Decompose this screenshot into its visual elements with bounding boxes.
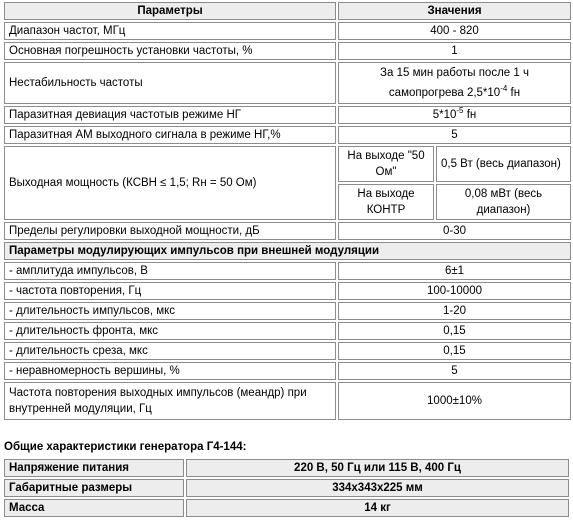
section-title-modulation: Параметры модулирующих импульсов при внешней модуляции <box>4 242 571 260</box>
row-value: 5 <box>338 362 571 380</box>
row-param: - амплитуда импульсов, В <box>4 262 336 280</box>
value-unit: fн <box>507 87 521 99</box>
table-row <box>4 479 569 497</box>
table-row <box>4 62 571 104</box>
value-base: 5*10 <box>432 109 457 121</box>
table-row <box>4 499 569 517</box>
row-value: 334x343x225 мм <box>186 479 569 497</box>
table-row <box>4 222 571 240</box>
row-value: 14 кг <box>186 499 569 517</box>
row-param: - неравномерность вершины, % <box>4 362 336 380</box>
row-param: Основная погрешность установки частоты, % <box>4 42 336 60</box>
table-row <box>4 262 571 280</box>
row-value: 1-20 <box>338 302 571 320</box>
row-value: 220 В, 50 Гц или 115 В, 400 Гц <box>186 459 569 477</box>
table-row <box>4 362 571 380</box>
sub-value: 0,08 мВт (весь диапазон) <box>436 184 571 220</box>
row-param: Габаритные размеры <box>4 479 184 497</box>
section-row <box>4 242 571 260</box>
value-line1: За 15 мин работы после 1 ч <box>380 67 529 79</box>
row-param: - длительность среза, мкс <box>4 342 336 360</box>
table-row <box>4 22 571 40</box>
exponent: -5 <box>456 106 464 116</box>
row-param: Паразитная девиация частотыв режиме НГ <box>4 106 336 124</box>
row-value: 0-30 <box>338 222 571 240</box>
row-param: Масса <box>4 499 184 517</box>
general-section-title: Общие характеристики генератора Г4-144: <box>4 441 247 453</box>
row-param: - длительность фронта, мкс <box>4 322 336 340</box>
table-row <box>4 382 571 420</box>
table-row <box>4 106 571 124</box>
table-row <box>4 126 571 144</box>
row-value <box>338 106 571 124</box>
row-value: 6±1 <box>338 262 571 280</box>
table-row <box>4 342 571 360</box>
row-value: 100-10000 <box>338 282 571 300</box>
row-param: Выходная мощность (КСВН ≤ 1,5; Rн = 50 Ом) <box>4 146 336 220</box>
row-param: Нестабильность частоты <box>4 62 336 104</box>
value-line2: самопрогрева 2,5*10 <box>388 87 501 99</box>
table-row <box>4 42 571 60</box>
row-value: 1000±10% <box>338 382 571 420</box>
header-values: Значения <box>338 2 571 20</box>
sub-value: 0,5 Вт (весь диапазон) <box>436 146 571 182</box>
row-value: 0,15 <box>338 342 571 360</box>
row-param: Пределы регулировки выходной мощности, дБ <box>4 222 336 240</box>
sub-label: На выходе "50 Ом" <box>338 146 434 182</box>
row-param: Паразитная АМ выходного сигнала в режиме НГ,% <box>4 126 336 144</box>
row-value: 1 <box>338 42 571 60</box>
row-param: Диапазон частот, МГц <box>4 22 336 40</box>
table-header-row <box>4 2 571 20</box>
table-row <box>4 322 571 340</box>
row-value <box>338 62 571 104</box>
header-params: Параметры <box>4 2 336 20</box>
table-row <box>4 459 569 477</box>
table-row <box>4 282 571 300</box>
general-table <box>2 457 571 519</box>
row-value: 400 - 820 <box>338 22 571 40</box>
row-value: 0,15 <box>338 322 571 340</box>
exponent: -4 <box>500 84 508 94</box>
row-param: - длительность импульсов, мкс <box>4 302 336 320</box>
row-param: Частота повторения выходных импульсов (меандр) при внутренней модуляции, Гц <box>4 382 336 420</box>
row-param: - частота повторения, Гц <box>4 282 336 300</box>
value-unit: fн <box>463 109 477 121</box>
table-row <box>4 146 571 182</box>
specs-table <box>2 0 573 422</box>
sub-label: На выходе КОНТР <box>338 184 434 220</box>
row-value: 5 <box>338 126 571 144</box>
row-param: Напряжение питания <box>4 459 184 477</box>
table-row <box>4 302 571 320</box>
